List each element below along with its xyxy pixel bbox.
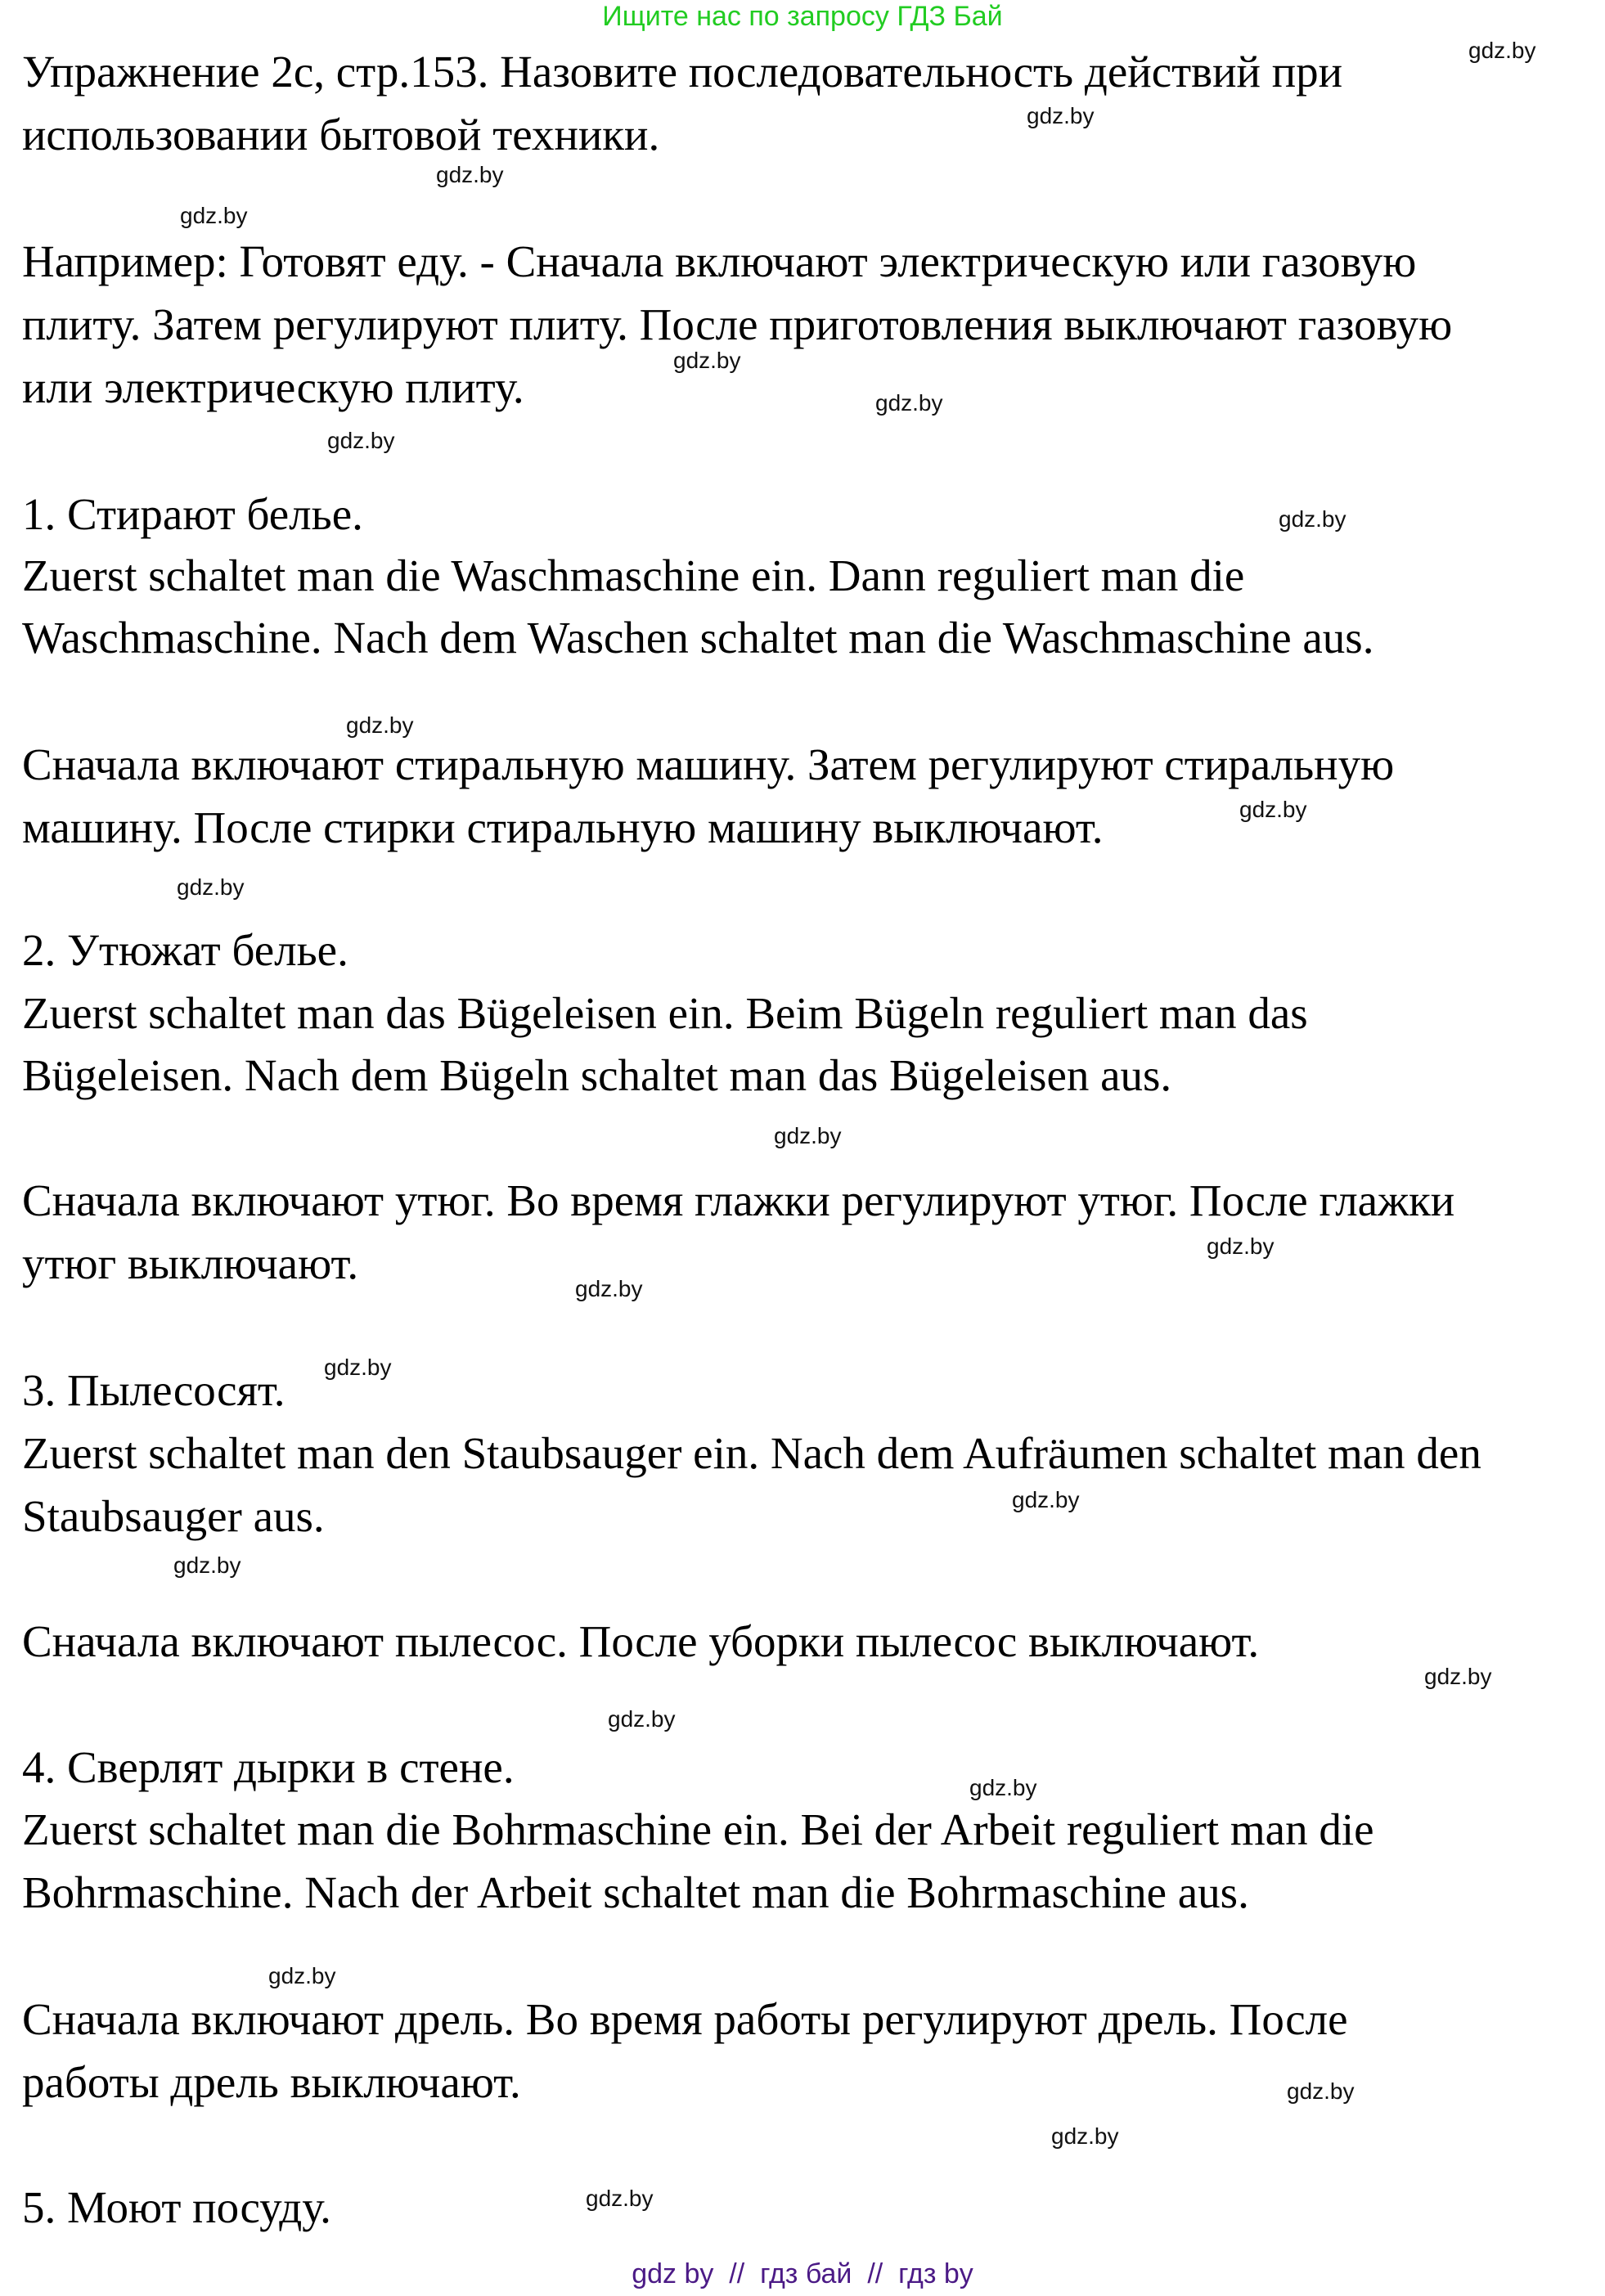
watermark: gdz.by: [969, 1775, 1037, 1800]
watermark: gdz.by: [180, 203, 248, 228]
text-line: Сначала включают дрель. Во время работы регулируют дрель. После: [22, 1994, 1348, 2044]
watermark: gdz.by: [1027, 103, 1095, 128]
watermark: gdz.by: [575, 1276, 643, 1301]
search-banner[interactable]: Ищите нас по запросу ГДЗ Бай: [602, 1, 1003, 32]
watermark: gdz.by: [774, 1123, 842, 1148]
text-line: Staubsauger aus.: [22, 1491, 325, 1541]
watermark: gdz.by: [327, 428, 395, 453]
watermark: gdz.by: [875, 390, 943, 416]
text-line: Waschmaschine. Nach dem Waschen schaltet man die Waschmaschine aus.: [22, 613, 1374, 663]
text-line: Например: Готовят еду. - Сначала включают электрическую или газовую: [22, 236, 1417, 286]
watermark: gdz.by: [1287, 2078, 1355, 2104]
watermark: gdz.by: [1207, 1233, 1275, 1259]
text-line: утюг выключают.: [22, 1238, 359, 1288]
watermark: gdz.by: [1468, 38, 1536, 63]
text-line: работы дрель выключают.: [22, 2057, 521, 2107]
text-line: Сначала включают стиральную машину. Затем регулируют стиральную: [22, 739, 1395, 789]
text-line: Упражнение 2c, стр.153. Назовите последовательность действий при: [22, 47, 1343, 97]
text-line: машину. После стирки стиральную машину выключают.: [22, 802, 1104, 852]
text-line: 3. Пылесосят.: [22, 1365, 285, 1415]
text-line: плиту. Затем регулируют плиту. После приготовления выключают газовую: [22, 299, 1453, 349]
text-line: Bohrmaschine. Nach der Arbeit schaltet man die Bohrmaschine aus.: [22, 1867, 1249, 1917]
watermark: gdz.by: [1279, 506, 1346, 532]
text-line: Zuerst schaltet man den Staubsauger ein. Nach dem Aufräumen schaltet man den: [22, 1428, 1481, 1478]
text-line: Bügeleisen. Nach dem Bügeln schaltet man das Bügeleisen aus.: [22, 1050, 1172, 1100]
watermark: gdz.by: [436, 162, 504, 187]
text-line: Сначала включают пылесос. После уборки пылесос выключают.: [22, 1616, 1260, 1666]
text-line: Zuerst schaltet man die Bohrmaschine ein. Bei der Arbeit reguliert man die: [22, 1804, 1374, 1854]
watermark: gdz.by: [346, 712, 414, 738]
watermark: gdz.by: [673, 348, 741, 373]
text-line: Zuerst schaltet man das Bügeleisen ein. Beim Bügeln reguliert man das: [22, 988, 1308, 1038]
watermark: gdz.by: [173, 1552, 241, 1578]
watermark: gdz.by: [586, 2186, 654, 2211]
text-line: или электрическую плиту.: [22, 362, 524, 412]
watermark: gdz.by: [608, 1706, 676, 1732]
text-line: 2. Утюжат белье.: [22, 925, 348, 975]
watermark: gdz.by: [1239, 797, 1307, 822]
text-line: использовании бытовой техники.: [22, 110, 660, 160]
text-line: 5. Моют посуду.: [22, 2182, 331, 2232]
watermark: gdz.by: [1012, 1487, 1080, 1512]
text-line: 4. Сверлят дырки в стене.: [22, 1742, 515, 1792]
watermark: gdz.by: [177, 874, 245, 900]
text-line: 1. Стирают белье.: [22, 489, 363, 539]
watermark: gdz.by: [1424, 1664, 1492, 1689]
footer-links[interactable]: gdz by // гдз бай // гдз by: [632, 2258, 973, 2289]
watermark: gdz.by: [1051, 2123, 1119, 2149]
text-line: Zuerst schaltet man die Waschmaschine ein. Dann reguliert man die: [22, 550, 1245, 600]
watermark: gdz.by: [268, 1963, 336, 1988]
watermark: gdz.by: [324, 1355, 392, 1380]
text-line: Сначала включают утюг. Во время глажки регулируют утюг. После глажки: [22, 1175, 1455, 1225]
